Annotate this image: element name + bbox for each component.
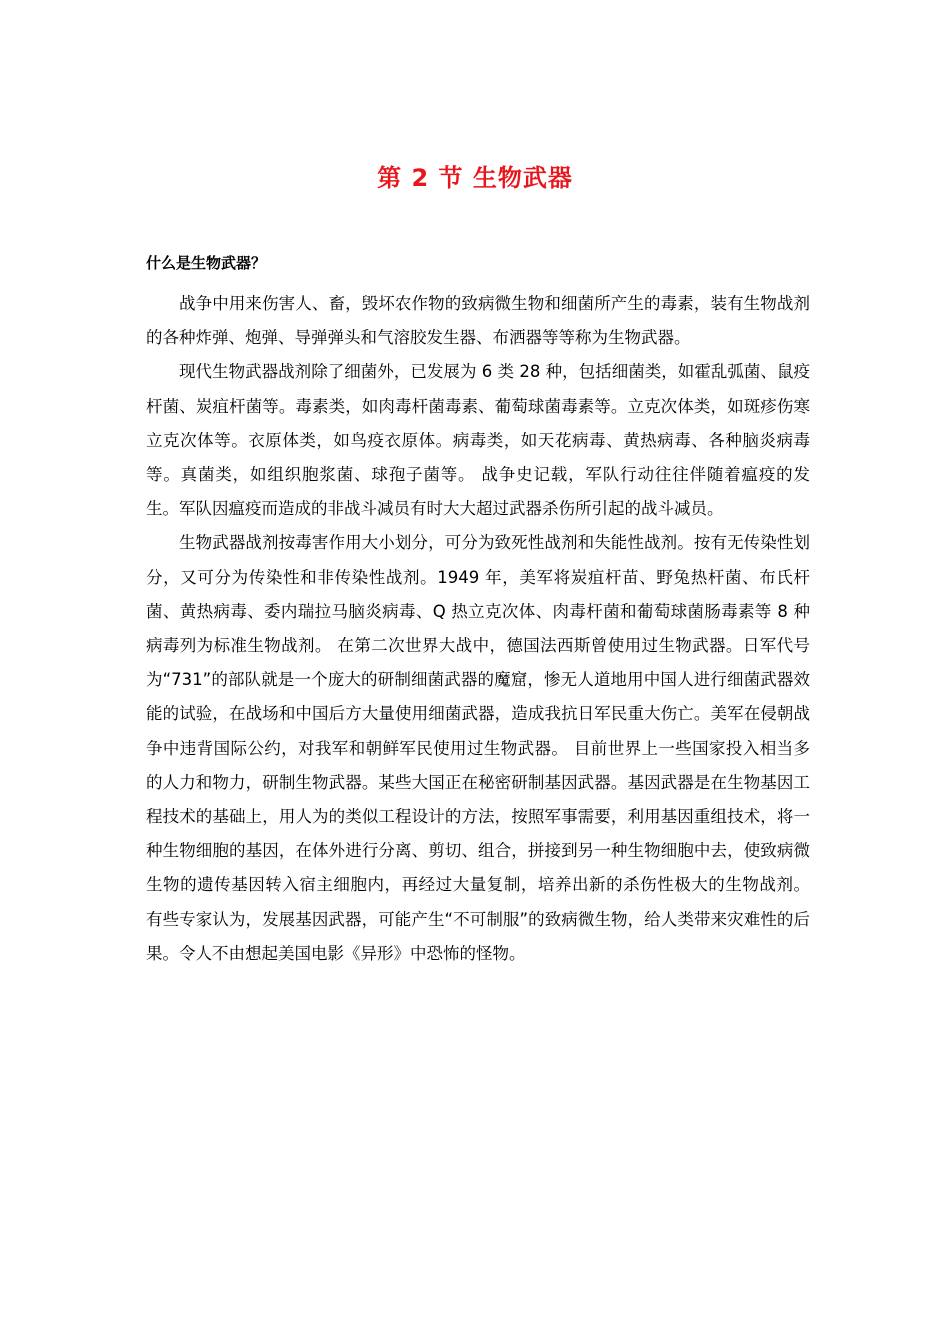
section-heading: 什么是生物武器？ bbox=[146, 254, 267, 272]
paragraph: 战争中用来伤害人、畜，毁坏农作物的致病微生物和细菌所产生的毒素，装有生物战剂的各种炸弹、炮弹、导弹弹头和气溶胶发生器、布洒器等等称为生物武器。 bbox=[146, 294, 810, 348]
paragraph: 生物武器战剂按毒害作用大小划分，可分为致死性战剂和失能性战剂。按有无传染性划分，又可分为传染性和非传染性战剂。1949 年，美军将炭疽杆苗、野兔热杆菌、布氏杆菌、黄热病毒、委内瑞拉马脑炎病毒、Q 热立克次体、肉毒杆菌和葡萄球菌肠毒素等 8 种病毒列为标准生物战剂。 在第二次世界大战中，德国法西斯曾使用过生物武器。日军代号为“731”的部队就是一个庞大的研制细菌武器的魔窟，惨无人道地用中国人进行细菌武器效能的试验，在战场和中国后方大量使用细菌武器，造成我抗日军民重大伤亡。美军在侵朝战争中违背国际公约，对我军和朝鲜军民使用过生物武器。 目前世界上一些国家投入相当多的人力和物力，研制生物武器。某些大国正在秘密研制基因武器。基因武器是在生物基因工程技术的基础上，用人为的类似工程设计的方法，按照军事需要，利用基因重组技术，将一种生物细胞的基因，在体外进行分离、剪切、组合，拼接到另一种生物细胞中去，使致病微生物的遗传基因转入宿主细胞内，再经过大量复制，培养出新的杀伤性极大的生物战剂。 有些专家认为，发展基因武器，可能产生“不可制服”的致病微生物，给人类带来灾难性的后果。令人不由想起美国电影《异形》中恐怖的怪物。 bbox=[146, 533, 810, 963]
document-title: 第 2 节 生物武器 bbox=[377, 164, 573, 192]
document-body bbox=[146, 287, 810, 971]
paragraph: 现代生物武器战剂除了细菌外，已发展为 6 类 28 种，包括细菌类，如霍乱弧菌、鼠疫杆菌、炭疽杆菌等。毒素类，如肉毒杆菌毒素、葡萄球菌毒素等。立克次体类，如斑疹伤寒立克次体等。衣原体类，如鸟疫衣原体。病毒类，如天花病毒、黄热病毒、各种脑炎病毒等。真菌类，如组织胞浆菌、球孢子菌等。 战争史记载，军队行动往往伴随着瘟疫的发生。军队因瘟疫而造成的非战斗减员有时大大超过武器杀伤所引起的战斗减员。 bbox=[146, 362, 810, 519]
